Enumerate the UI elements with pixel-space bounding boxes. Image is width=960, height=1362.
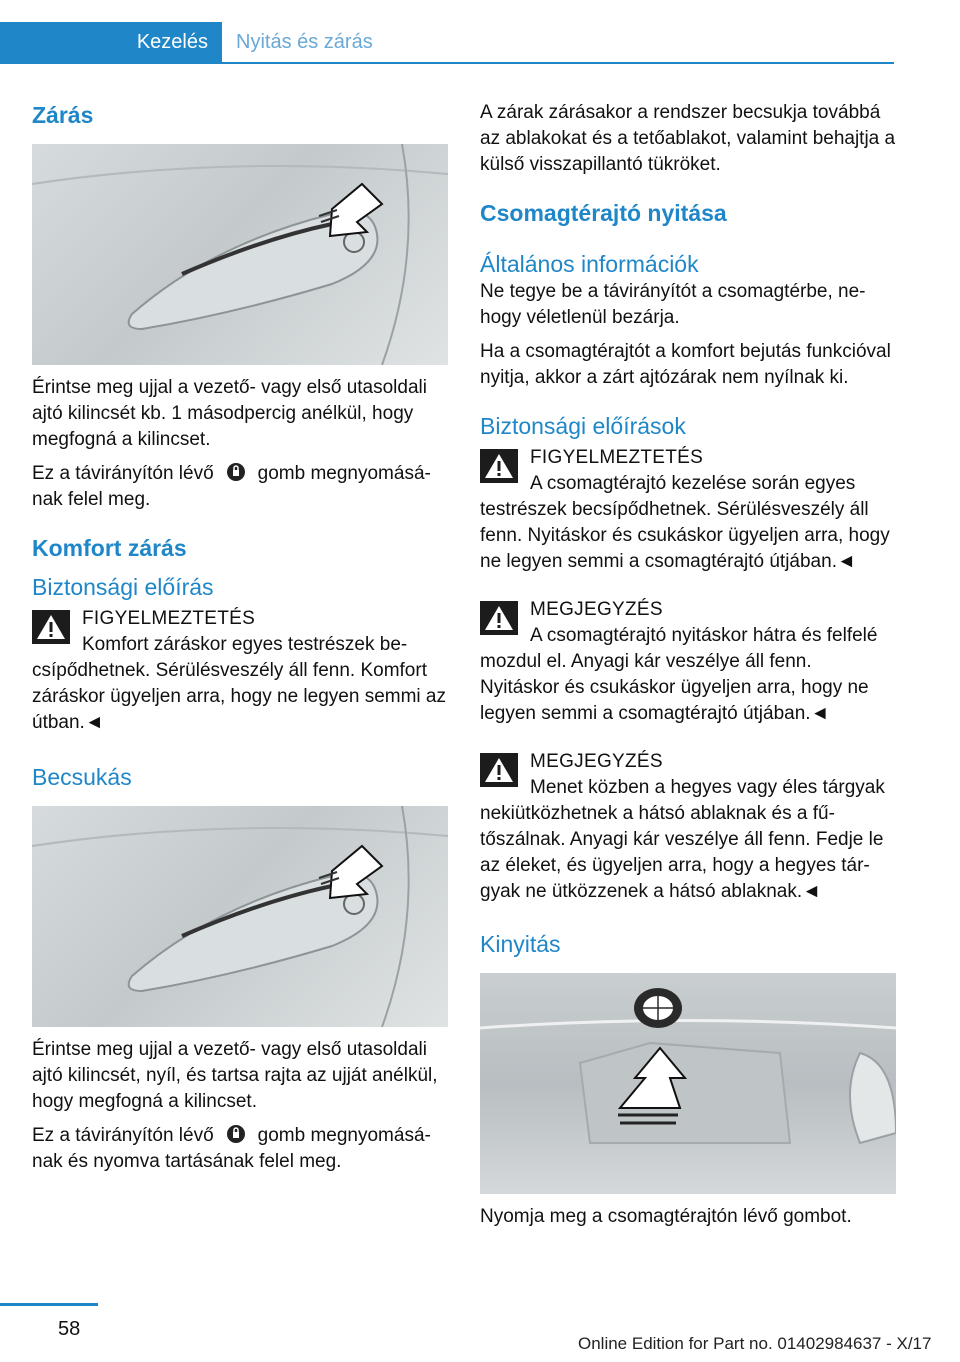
heading-biztonsagi-eloiras: Biztonsági előírás xyxy=(32,574,214,600)
lock-key-icon xyxy=(226,462,246,482)
text-zarak-zarasakor: A zárak zárásakor a rendszer becsukja továbbá az ablakokat és a tetőablakot, valamint behajtja a külső visszapillantó tükröket. xyxy=(480,102,896,175)
heading-csomagterajto-nyitasa: Csomagtérajtó nyitása xyxy=(480,200,727,226)
trunk-image xyxy=(480,973,896,1194)
lock-key-icon xyxy=(226,1124,246,1144)
heading-zaras: Zárás xyxy=(32,102,94,128)
warning-heading: FIGYELMEZTETÉS xyxy=(530,447,704,468)
left-column xyxy=(32,100,448,1175)
warning-triangle-icon xyxy=(480,449,518,483)
warning-text: A csomagtérajtó kezelése során egyes testrészek becsípődhetnek. Sérülésveszély áll fenn. Nyitáskor és csukáskor ügyeljen arra, hogy ne legyen semmi a csomagtérajtó útjában.◄ xyxy=(480,473,890,572)
tab-kezeles-label: Kezelés xyxy=(136,30,208,53)
warning-text: Komfort záráskor egyes testrészek becsípődhetnek. Sérülésveszély áll fenn. Komfort záráskor ügyeljen arra, hogy ne legyen semmi az útban.◄ xyxy=(32,634,446,733)
warning-block-komfort xyxy=(32,606,448,736)
heading-komfort-zaras: Komfort zárás xyxy=(32,535,187,561)
heading-altalanos-informaciok: Általános információk xyxy=(480,251,699,277)
warning-triangle-icon xyxy=(32,610,70,644)
tab-nyitas-label: Nyitás és zárás xyxy=(236,30,373,53)
text-becsukas-2a: Ez a távirányítón lévő xyxy=(32,1125,214,1146)
note-heading: MEGJEGYZÉS xyxy=(530,751,663,772)
note-block-ablak xyxy=(480,749,896,905)
edition-text: Online Edition for Part no. 01402984637 - X/17 xyxy=(578,1334,932,1353)
right-column xyxy=(480,100,896,1230)
page-number: 58 xyxy=(58,1318,81,1340)
text-becsukas-1: Érintse meg ujjal a vezető- vagy első utasoldali ajtó kilincsét, nyíl, és tartsa rajta az ujját anélkül, hogy megfogná a kilincset. xyxy=(32,1039,438,1112)
heading-biztonsagi-eloirasok: Biztonsági előírások xyxy=(480,413,686,439)
tab-kezeles[interactable] xyxy=(0,22,222,62)
note-block-nyitas xyxy=(480,597,896,727)
text-altalanos-2: Ha a csomagtérajtót a komfort bejutás funkcióval nyitja, akkor a zárt ajtózárak nem nyílnak ki. xyxy=(480,341,891,388)
note-text: Menet közben a hegyes vagy éles tárgyak nekiütközhetnek a hátsó ablaknak és a fűtőszálnak. Anyagi kár veszélye áll fenn. Fedje le az éleket, és ügyeljen arra, hogy a hegyes tárgyak ne ütközzenek a hátsó ablaknak.◄ xyxy=(480,777,885,902)
text-becsukas-2 xyxy=(32,1123,448,1175)
text-zaras-2a: Ez a távirányítón lévő xyxy=(32,463,214,484)
text-kinyitas: Nyomja meg a csomagtérajtón lévő gombot. xyxy=(480,1206,852,1227)
door-handle-image-close xyxy=(32,806,448,1027)
note-triangle-icon xyxy=(480,753,518,787)
tab-nyitas-es-zaras[interactable] xyxy=(236,22,373,62)
text-zaras-2b: gomb megnyomásának felel meg. xyxy=(32,463,431,510)
warning-block-csomag xyxy=(480,445,896,575)
heading-kinyitas: Kinyitás xyxy=(480,931,561,957)
note-triangle-icon xyxy=(480,601,518,635)
header-tabs xyxy=(0,0,894,64)
text-zaras-2 xyxy=(32,461,448,513)
warning-heading: FIGYELMEZTETÉS xyxy=(82,608,256,629)
note-heading: MEGJEGYZÉS xyxy=(530,599,663,620)
heading-becsukas: Becsukás xyxy=(32,764,132,790)
door-handle-image-lock xyxy=(32,144,448,365)
text-zaras-1: Érintse meg ujjal a vezető- vagy első utasoldali ajtó kilincsét kb. 1 másodpercig anélkül, hogy megfogná a kilincset. xyxy=(32,377,427,450)
text-becsukas-2b: gomb megnyomásának és nyomva tartásának felel meg. xyxy=(32,1125,431,1172)
footer-line xyxy=(0,1303,98,1306)
note-text: A csomagtérajtó nyitáskor hátra és felfelé mozdul el. Anyagi kár veszélye áll fenn. Nyitáskor és csukáskor ügyeljen arra, hogy ne legyen semmi a csomagtérajtó útjában.◄ xyxy=(480,625,878,724)
text-altalanos-1: Ne tegye be a távirányítót a csomagtérbe, nehogy véletlenül bezárja. xyxy=(480,281,866,328)
